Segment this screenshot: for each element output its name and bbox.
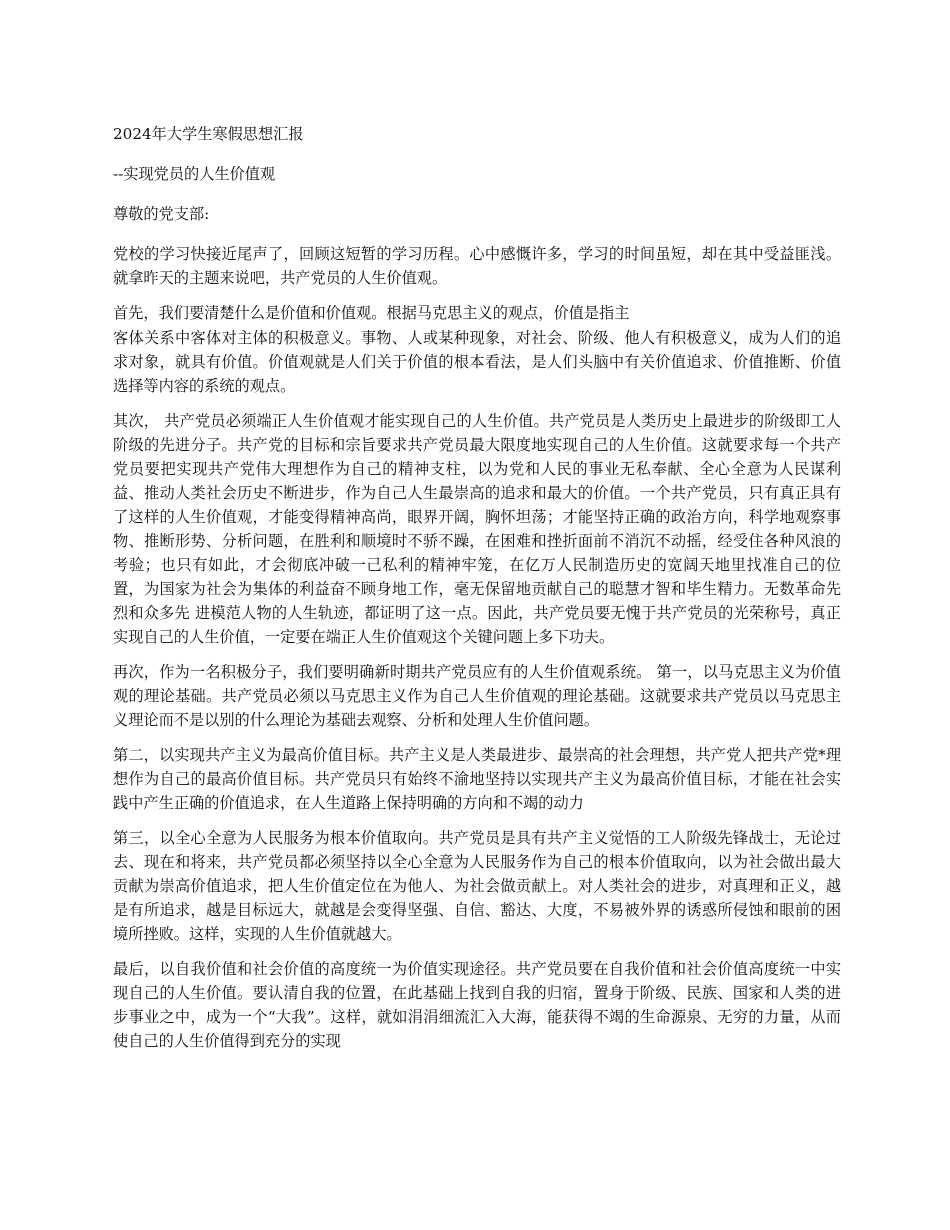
- paragraph-point-three: 第三，以全心全意为人民服务为根本价值取向。共产党员是具有共产主义觉悟的工人阶级先锋战士，无论过去、现在和将来，共产党员都必须坚持以全心全意为人民服务作为自己的根本价值取向，以为社会做出最大贡献为崇高价值追求，把人生价值定位在为他人、为社会做贡献上。对人类社会的进步，对真理和正义，越是有所追求，越是目标远大，就越是会变得坚强、自信、豁达、大度，不易被外界的诱惑所侵蚀和眼前的困境所挫败。这样，实现的人生价值就越大。: [113, 829, 841, 943]
- paragraph-third: 再次，作为一名积极分子，我们要明确新时期共产党员应有的人生价值观系统。 第一，以马克思主义为价值观的理论基础。共产党员必须以马克思主义作为自己人生价值观的理论基础。这就要求共产党员以马克思主义理论而不是以别的什么理论为基础去观察、分析和处理人生价值问题。: [113, 663, 841, 729]
- paragraph-first-part: 首先，我们要清楚什么是价值和价值观。根据马克思主义的观点，价值是指主: [113, 304, 630, 322]
- paragraph-second: 其次， 共产党员必须端正人生价值观才能实现自己的人生价值。共产党员是人类历史上最进步的阶级即工人阶级的先进分子。共产党的目标和宗旨要求共产党员最大限度地实现自己的人生价值。这就要求每一个共产党员要把实现共产党伟大理想作为自己的精神支柱，以为党和人民的事业无私奉献、全心全意为人民谋利益、推动人类社会历史不断进步，作为自己人生最崇高的追求和最大的价值。一个共产党员，只有真正具有了这样的人生价值观，才能变得精神高尚，眼界开阔，胸怀坦荡；才能坚持正确的政治方向，科学地观察事物、推断形势、分析问题，在胜利和顺境时不骄不躁，在困难和挫折面前不消沉不动摇，经受住各种风浪的考验；也只有如此，才会彻底冲破一己私利的精神牢笼，在亿万人民制造历史的宽阔天地里找准自己的位置，为国家为社会为集体的利益奋不顾身地工作，毫无保留地贡献自己的聪慧才智和毕生精力。无数革命先烈和众多先 进模范人物的人生轨迹，都证明了这一点。因此，共产党员要无愧于共产党员的光荣称号，真正实现自己的人生价值，一定要在端正人生价值观这个关键问题上多下功夫。: [113, 412, 841, 646]
- paragraph-point-two: 第二，以实现共产主义为最高价值目标。共产主义是人类最进步、最崇高的社会理想，共产党人把共产党*理想作为自己的最高价值目标。共产党员只有始终不渝地坚持以实现共产主义为最高价值目标，才能在社会实践中产生正确的价值追求，在人生道路上保持明确的方向和不竭的动力: [113, 746, 841, 812]
- paragraph-intro: 党校的学习快接近尾声了，回顾这短暂的学习历程。心中感慨许多，学习的时间虽短，却在其中受益匪浅。就拿昨天的主题来说吧，共产党员的人生价值观。: [113, 245, 841, 287]
- document-subtitle: --实现党员的人生价值观: [113, 165, 276, 183]
- document-title: 2024年大学生寒假思想汇报: [113, 125, 304, 143]
- document-page: [113, 122, 841, 1064]
- paragraph-final: 最后，以自我价值和社会价值的高度统一为价值实现途径。共产党员要在自我价值和社会价值高度统一中实现自己的人生价值。要认清自我的位置，在此基础上找到自我的归宿，置身于阶级、民族、国家和人类的进步事业之中，成为一个“大我”。这样，就如涓涓细流汇入大海，能获得不竭的生命源泉、无穷的力量，从而使自己的人生价值得到充分的实现: [113, 960, 841, 1050]
- paragraph-first-continued: 客体关系中客体对主体的积极意义。事物、人或某种现象，对社会、阶级、他人有积极意义，成为人们的追求对象，就具有价值。价值观就是人们关于价值的根本看法，是人们头脑中有关价值追求、价值推断、价值选择等内容的系统的观点。: [113, 329, 841, 395]
- salutation: 尊敬的党支部:: [113, 205, 210, 223]
